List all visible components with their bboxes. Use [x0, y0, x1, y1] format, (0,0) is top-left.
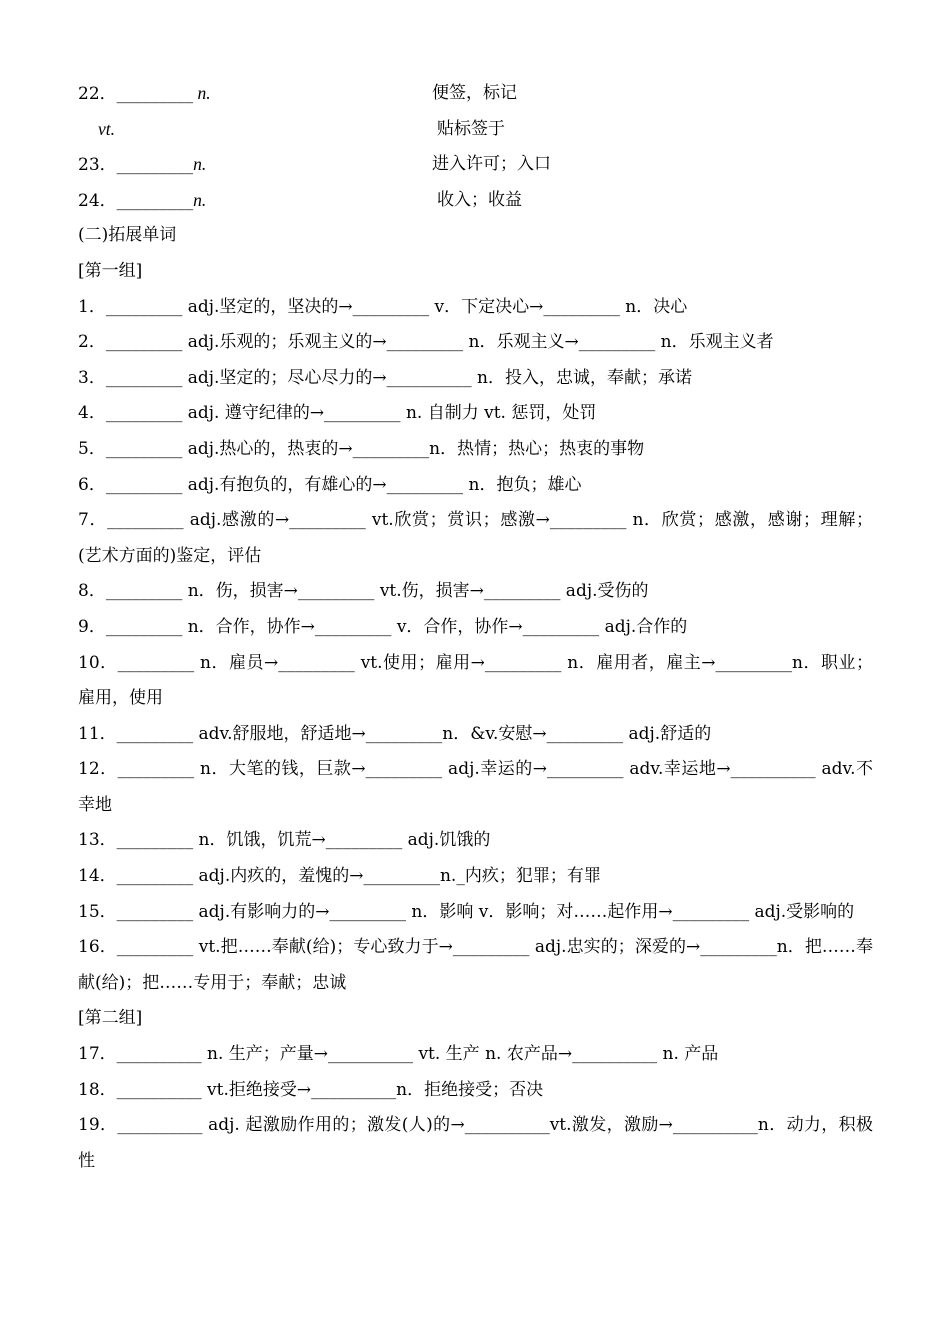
- part-of-speech: n.: [193, 189, 207, 210]
- exercise-item: 14．_________ adj.内疚的，羞愧的→_________n._内疚；犯罪；有罪: [78, 866, 601, 887]
- part-of-speech: n.: [193, 83, 211, 103]
- exercise-item: 18．__________ vt.拒绝接受→__________n．拒绝接受；否决: [78, 1079, 544, 1100]
- part-of-speech: n.: [193, 154, 207, 175]
- exercise-item: 5．_________ adj.热心的，热衷的→_________n．热情；热心；热衷的事物: [78, 438, 645, 459]
- item-number: 22．: [78, 84, 117, 104]
- exercise-item: 9．_________ n．合作，协作→_________ v．合作，协作→_________ adj.合作的: [78, 616, 688, 637]
- group1-label: [第一组]: [78, 260, 143, 281]
- meaning: 贴标签于: [437, 118, 505, 139]
- exercise-item: 1．_________ adj.坚定的，坚决的→_________ v．下定决心→_________ n．决心: [78, 296, 688, 317]
- meaning: 收入；收益: [437, 189, 522, 210]
- exercise-item: 12．_________ n．大笔的钱，巨款→_________ adj.幸运的→_________ adv.幸运地→__________ adv.不幸地: [78, 759, 873, 815]
- item-number: 24．: [78, 190, 117, 211]
- vocab-row-23: [78, 147, 873, 183]
- item-number: 23．: [78, 155, 117, 176]
- exercise-item: 7．_________ adj.感激的→_________ vt.欣赏；赏识；感激→_________ n．欣赏；感激，感谢；理解；(艺术方面的)鉴定，评估: [78, 510, 873, 566]
- meaning: 进入许可；入口: [432, 154, 551, 175]
- exercise-item: 11．_________ adv.舒服地，舒适地→_________n．&v.安慰→_________ adj.舒适的: [78, 723, 712, 744]
- exercise-item: 6．_________ adj.有抱负的，有雄心的→_________ n．抱负；雄心: [78, 474, 582, 495]
- exercise-item: 15．_________ adj.有影响力的→_________ n．影响 v．影响；对……起作用→_________ adj.受影响的: [78, 901, 855, 922]
- part-of-speech: vt.: [98, 118, 116, 139]
- meaning: 便签，标记: [432, 83, 517, 103]
- vocab-row-24: [78, 183, 873, 219]
- exercise-item: 13．_________ n．饥饿，饥荒→_________ adj.饥饿的: [78, 830, 491, 851]
- group2-label: [第二组]: [78, 1008, 143, 1029]
- vocab-row-22-verb: [78, 112, 873, 148]
- exercise-item: 16．_________ vt.把……奉献(给)；专心致力于→_________ adj.忠实的；深爱的→_________n．把……奉献(给)；把……专用于；奉献；忠诚: [78, 937, 874, 993]
- answer-blank: _________: [116, 84, 194, 104]
- exercise-item: 4．_________ adj. 遵守纪律的→_________ n. 自制力 vt. 惩罚，处罚: [78, 403, 597, 424]
- vocab-row-22: [78, 76, 873, 112]
- exercise-item: 2．_________ adj.乐观的；乐观主义的→_________ n．乐观主义→_________ n．乐观主义者: [78, 332, 774, 353]
- section-title: (二)拓展单词: [78, 225, 177, 246]
- answer-blank: _________: [116, 155, 194, 176]
- exercise-item: 19．__________ adj. 起激励作用的；激发(人)的→__________vt.激发，激励→__________n．动力，积极性: [78, 1115, 873, 1171]
- exercise-item: 8．_________ n．伤，损害→_________ vt.伤，损害→_________ adj.受伤的: [78, 581, 649, 602]
- exercise-item: 17．__________ n. 生产；产量→__________ vt. 生产 n. 农产品→__________ n. 产品: [78, 1044, 719, 1065]
- answer-blank: _________: [116, 190, 194, 211]
- exercise-item: 3．_________ adj.坚定的；尽心尽力的→__________ n．投入，忠诚，奉献；承诺: [78, 367, 693, 388]
- worksheet-page: [78, 76, 873, 1179]
- exercise-item: 10．_________ n．雇员→_________ vt.使用；雇用→_________ n．雇用者，雇主→_________n．职业；雇用，使用: [78, 652, 873, 709]
